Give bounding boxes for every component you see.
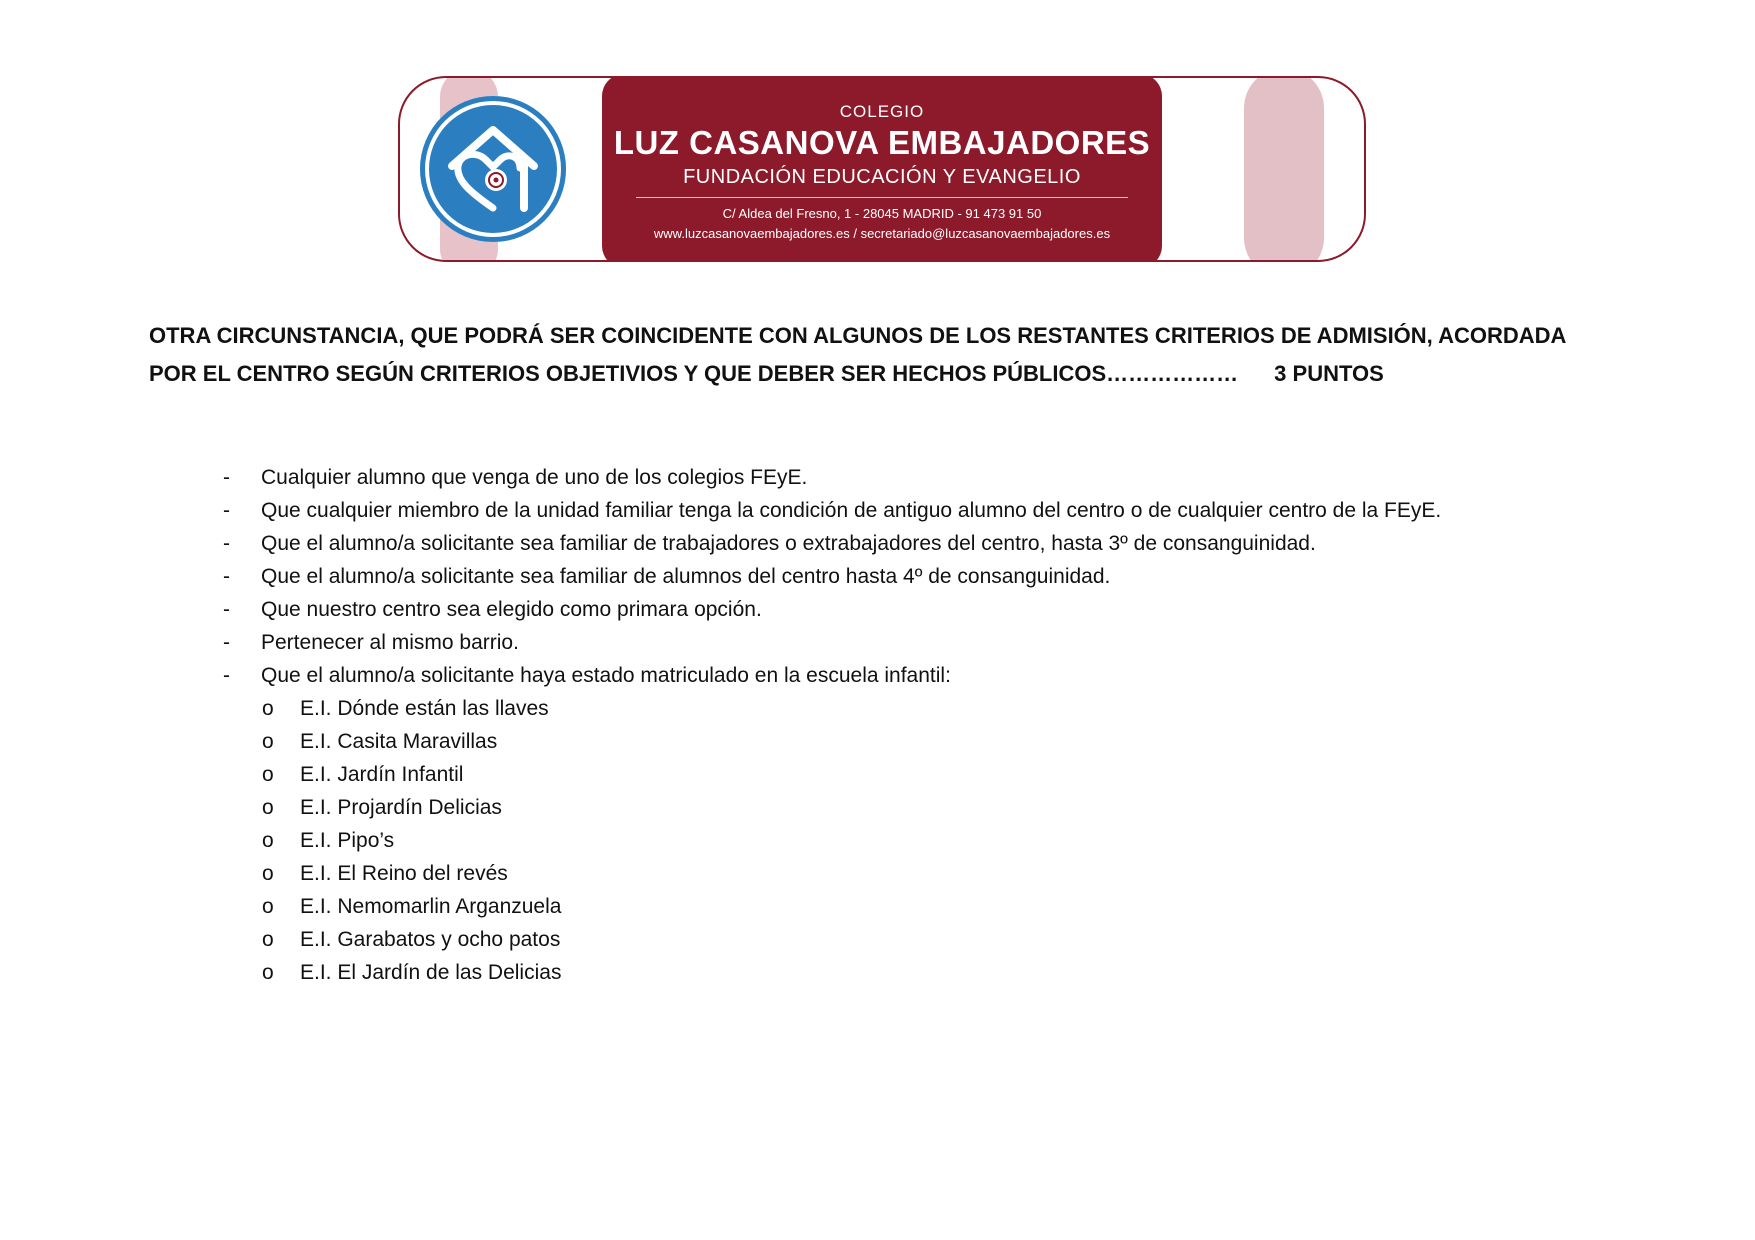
criteria-list — [0, 461, 1441, 692]
schools-list — [0, 692, 561, 989]
list-item — [0, 956, 561, 989]
criterion-text: Que nuestro centro sea elegido como primara opción. — [261, 598, 762, 621]
circle-bullet: o — [262, 895, 274, 918]
list-item — [0, 758, 561, 791]
list-item — [0, 626, 1441, 659]
circle-bullet: o — [262, 763, 274, 786]
list-item — [0, 494, 1441, 527]
school-name: LUZ CASANOVA EMBAJADORES — [613, 124, 1151, 161]
dash-bullet: - — [223, 565, 230, 588]
school-name-item: E.I. Dónde están las llaves — [300, 697, 549, 720]
banner-divider — [636, 197, 1128, 198]
dash-bullet: - — [223, 532, 230, 555]
school-name-item: E.I. Projardín Delicias — [300, 796, 502, 819]
school-header-banner — [398, 76, 1366, 262]
colegio-label: COLEGIO — [839, 102, 925, 121]
criterion-text: Pertenecer al mismo barrio. — [261, 631, 519, 654]
dash-bullet: - — [223, 466, 230, 489]
list-item — [0, 791, 561, 824]
school-name-item: E.I. Casita Maravillas — [300, 730, 498, 753]
list-item — [0, 725, 561, 758]
dash-bullet: - — [223, 499, 230, 522]
heading-line-1: OTRA CIRCUNSTANCIA, QUE PODRÁ SER COINCIDENTE CON ALGUNOS DE LOS RESTANTES CRITERIOS DE ADMISIÓN, ACORDADA — [149, 323, 1567, 348]
criterion-text: Que el alumno/a solicitante sea familiar de trabajadores o extrabajadores del centro, hasta 3º de consanguinidad. — [261, 532, 1316, 555]
list-item — [0, 857, 561, 890]
school-name-item: E.I. El Reino del revés — [300, 862, 508, 885]
criterion-text: Que el alumno/a solicitante haya estado matriculado en la escuela infantil: — [261, 664, 951, 687]
circle-bullet: o — [262, 862, 274, 885]
list-item — [0, 923, 561, 956]
school-web-contact: www.luzcasanovaembajadores.es / secretariado@luzcasanovaembajadores.es — [653, 226, 1111, 241]
criterion-text: Cualquier alumno que venga de uno de los colegios FEyE. — [261, 466, 808, 489]
list-item — [0, 560, 1441, 593]
points-value: 3 PUNTOS — [1274, 361, 1384, 386]
banner-center-panel — [602, 76, 1162, 262]
school-logo-graphic — [420, 96, 566, 242]
school-address: C/ Aldea del Fresno, 1 - 28045 MADRID - 91 473 91 50 — [722, 206, 1042, 221]
list-item — [0, 692, 561, 725]
heading-line-2: POR EL CENTRO SEGÚN CRITERIOS OBJETIVIOS Y QUE DEBER SER HECHOS PÚBLICOS……………… — [149, 361, 1239, 386]
dash-bullet: - — [223, 664, 230, 687]
dash-bullet: - — [223, 631, 230, 654]
banner-stripe-right — [1244, 76, 1324, 262]
school-name-item: E.I. Garabatos y ocho patos — [300, 928, 561, 951]
list-item — [0, 527, 1441, 560]
school-name-item: E.I. Jardín Infantil — [300, 763, 464, 786]
foundation-name: FUNDACIÓN EDUCACIÓN Y EVANGELIO — [683, 166, 1081, 188]
criterion-text: Que cualquier miembro de la unidad familiar tenga la condición de antiguo alumno del centro o de cualquier centro de la FEyE. — [261, 499, 1442, 522]
criterion-text: Que el alumno/a solicitante sea familiar de alumnos del centro hasta 4º de consanguinidad. — [261, 565, 1111, 588]
circle-bullet: o — [262, 829, 274, 852]
circle-bullet: o — [262, 928, 274, 951]
list-item — [0, 659, 1441, 692]
list-item — [0, 824, 561, 857]
circle-bullet: o — [262, 961, 274, 984]
circle-bullet: o — [262, 796, 274, 819]
school-name-item: E.I. Nemomarlin Arganzuela — [300, 895, 562, 918]
list-item — [0, 890, 561, 923]
criterion-heading — [149, 317, 1619, 393]
school-name-item: E.I. El Jardín de las Delicias — [300, 961, 562, 984]
list-item — [0, 461, 1441, 494]
list-item — [0, 593, 1441, 626]
heart-house-icon — [420, 96, 566, 242]
circle-bullet: o — [262, 730, 274, 753]
school-name-item: E.I. Pipo’s — [300, 829, 395, 852]
dash-bullet: - — [223, 598, 230, 621]
circle-bullet: o — [262, 697, 274, 720]
